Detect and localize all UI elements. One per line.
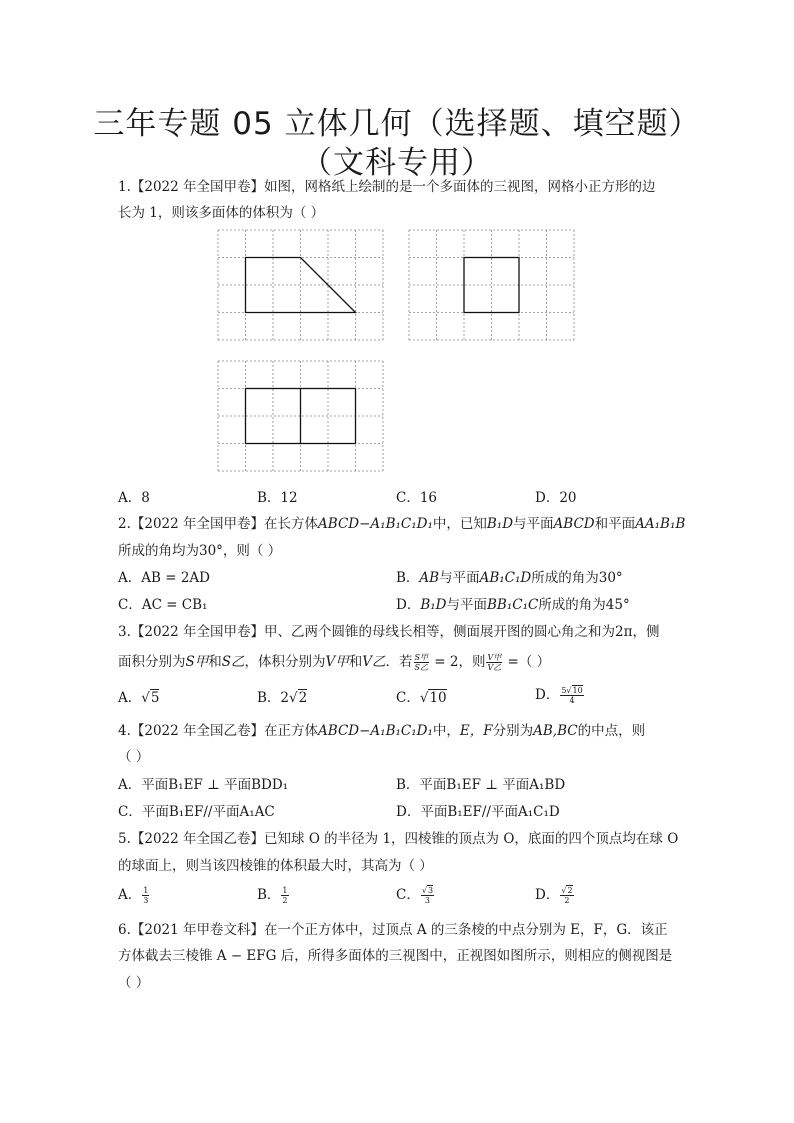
q3-fraction-s: $\frac{\text{S甲}}{\text{S乙}}$ bbox=[414, 653, 428, 672]
q1-option-a[interactable]: A．8 bbox=[118, 490, 150, 506]
q3-stem-line2: 面积分别为S甲和S乙，体积分别为V甲和V乙．若 $\frac{\text{S甲}}{\text{S乙}}$ = 2，则 $\frac{\text{V甲}}{\text{V乙}}$ =（ ） bbox=[118, 653, 551, 672]
q4-stem-line1: 4.【2022 年全国乙卷】在正方体ABCD−A₁B₁C₁D₁中，E，F分别为AB,BC的中点，则 bbox=[118, 723, 646, 739]
q6-stem-line1: 6.【2021 年甲卷文科】在一个正方体中，过顶点 A 的三条棱的中点分别为 E，F，G．该正 bbox=[118, 922, 668, 938]
q1-stem-line2: 长为 1，则该多面体的体积为（ ） bbox=[118, 205, 325, 221]
page-title: 三年专题 05 立体几何（选择题、填空题） bbox=[93, 106, 701, 142]
q3-option-c[interactable]: C．√10 bbox=[396, 690, 447, 706]
q3-option-a[interactable]: A．√5 bbox=[118, 690, 160, 706]
q1-option-c[interactable]: C．16 bbox=[396, 490, 438, 506]
q2-option-c[interactable]: C．AC = CB₁ bbox=[118, 597, 208, 613]
page-subtitle: （文科专用） bbox=[301, 145, 493, 181]
q1-stem-line1: 1.【2022 年全国甲卷】如图，网格纸上绘制的是一个多面体的三视图，网格小正方形的边 bbox=[118, 179, 656, 195]
sqrt-icon: √ bbox=[419, 690, 429, 706]
q2-option-d[interactable]: D．B₁D与平面BB₁C₁C所成的角为45° bbox=[396, 597, 630, 613]
q1-side-view bbox=[409, 230, 576, 342]
q4-option-b[interactable]: B．平面B₁EF ⊥ 平面A₁BD bbox=[396, 777, 566, 793]
q5-option-a[interactable]: A． $\frac{1}{3}$ bbox=[118, 886, 149, 905]
sqrt-icon: √ bbox=[141, 690, 150, 706]
q2-stem-line2: 所成的角均为30°，则（ ） bbox=[118, 543, 282, 559]
q1-front-view bbox=[218, 230, 385, 342]
q5-stem-line1: 5.【2022 年全国乙卷】已知球 O 的半径为 1，四棱锥的顶点为 O，底面的四个顶点均在球 O bbox=[118, 831, 679, 847]
q3-stem-line1: 3.【2022 年全国甲卷】甲、乙两个圆锥的母线长相等，侧面展开图的圆心角之和为2π，侧 bbox=[118, 624, 660, 640]
q4-stem-line2: （ ） bbox=[118, 749, 150, 765]
q3-fraction-v: $\frac{\text{V甲}}{\text{V乙}}$ bbox=[487, 653, 502, 672]
q4-option-a[interactable]: A．平面B₁EF ⊥ 平面BDD₁ bbox=[118, 777, 289, 793]
q4-option-d[interactable]: D．平面B₁EF//平面A₁C₁D bbox=[396, 804, 560, 820]
q5-stem-line2: 的球面上，则当该四棱锥的体积最大时，其高为（ ） bbox=[118, 858, 433, 874]
q6-stem-line3: （ ） bbox=[118, 975, 150, 991]
q5-option-c[interactable]: C． $\frac{√3}{3}$ bbox=[396, 886, 434, 905]
sqrt-icon: √ bbox=[289, 690, 298, 706]
q3-option-d[interactable]: D． $\frac{5√10}{4}$ bbox=[535, 686, 583, 705]
q6-stem-line2: 方体截去三棱锥 A − EFG 后，所得多面体的三视图中，正视图如图所示，则相应的侧视图是 bbox=[118, 948, 673, 964]
q1-option-d[interactable]: D．20 bbox=[535, 490, 577, 506]
q2-option-a[interactable]: A．AB = 2AD bbox=[118, 570, 210, 586]
sqrt-icon: √ bbox=[561, 886, 567, 895]
q1-option-b[interactable]: B．12 bbox=[257, 490, 298, 506]
q1-top-view bbox=[218, 361, 385, 473]
q2-stem-line1: 2.【2022 年全国甲卷】在长方体ABCD−A₁B₁C₁D₁中，已知B₁D与平面ABCD和平面AA₁B₁B bbox=[118, 516, 686, 532]
q4-option-c[interactable]: C．平面B₁EF//平面A₁AC bbox=[118, 804, 275, 820]
sqrt-icon: √ bbox=[566, 686, 572, 695]
q2-option-b[interactable]: B．AB与平面AB₁C₁D所成的角为30° bbox=[396, 570, 623, 586]
q5-option-d[interactable]: D． $\frac{√2}{2}$ bbox=[535, 886, 573, 905]
sqrt-icon: √ bbox=[421, 886, 427, 895]
q5-option-b[interactable]: B． $\frac{1}{2}$ bbox=[257, 886, 288, 905]
q3-option-b[interactable]: B．2√2 bbox=[257, 690, 308, 706]
